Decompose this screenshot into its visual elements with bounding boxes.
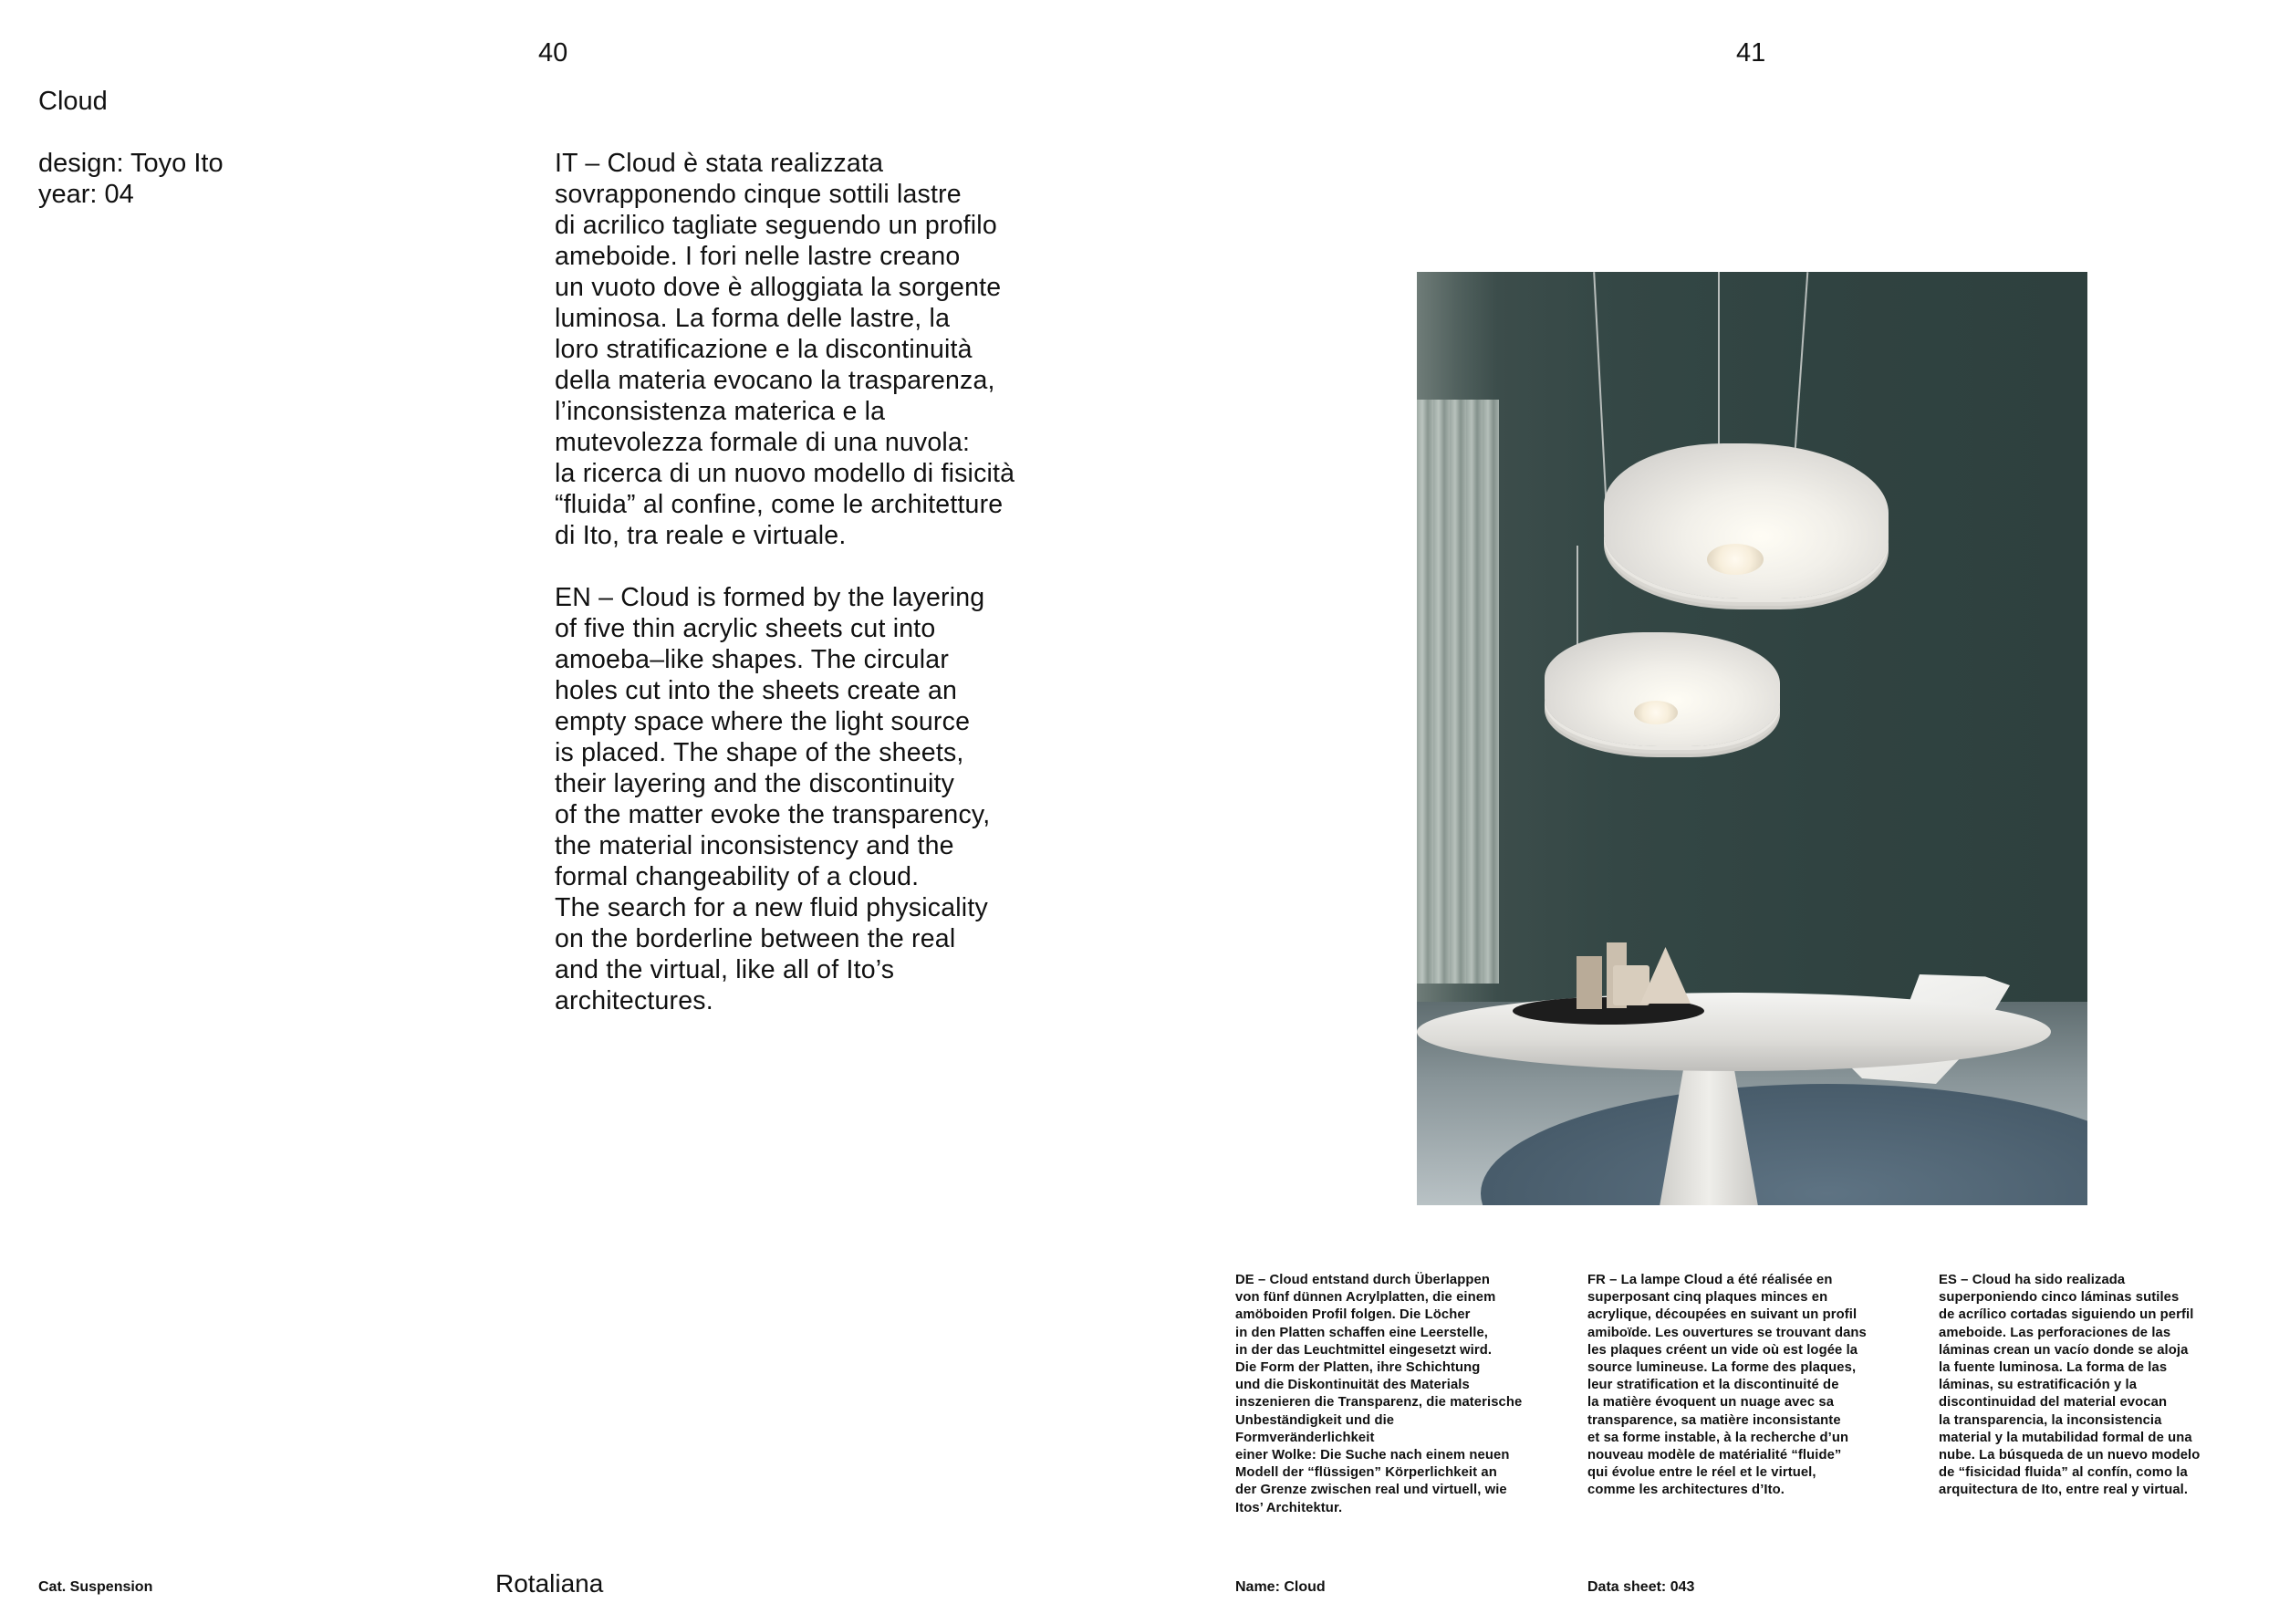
product-name-label: Name: Cloud (1235, 1579, 1326, 1595)
window-blinds (1417, 400, 1499, 984)
german-description: DE – Cloud entstand durch Überlappen von fünf dünnen Acrylplatten, die einem amöboiden Profil folgen. Die Löcher in den Platten schaffen eine Leerstelle, in der das Leuchtmittel eingesetzt wird. Die Form der Platten, ihre Schichtung und die Diskontinuität des Materials inszenieren die Transparenz, die materische Unbeständigkeit und die Formveränderlichkeit einer Wolke: Die Suche nach einem neuen Modell der “flüssigen” Körperlichkeit an der Grenze zwischen real und virtuell, wie Itos’ Architektur. (1235, 1273, 1523, 1515)
category-label: Cat. Suspension (38, 1579, 153, 1595)
spanish-description: ES – Cloud ha sido realizada superponiendo cinco láminas sutiles de acrílico cortadas siguiendo un perfil ameboide. Las perforaciones de las láminas crean un vacío donde se aloja la fuente luminosa. La forma de las láminas, su estratificación y la discontinuidad del material evocan la transparencia, la inconsistencia material y la mutabilidad formal de una nube. La búsqueda de un nuevo modelo de “fisicidad fluida” al confín, como la arquitectura de Ito, entre real y virtual. (1939, 1273, 2201, 1498)
suspension-wire (1794, 272, 1809, 463)
design-credit: design: Toyo Ito (38, 149, 224, 178)
year-label: year: 04 (38, 180, 134, 209)
cloud-lamp-upper (1604, 443, 1889, 599)
lamp-bulb (1707, 544, 1764, 575)
data-sheet-label: Data sheet: 043 (1587, 1579, 1695, 1595)
lamp-bulb (1634, 701, 1678, 724)
french-description: FR – La lampe Cloud a été réalisée en superposant cinq plaques minces en acrylique, découpées en suivant un profil amiboïde. Les ouvertures se trouvant dans les plaques créent un vide où est logée la source lumineuse. La forme des plaques, leur stratification et la discontinuité de la matière évoquent un nuage avec sa transparence, sa matière inconsistante et sa forme instable, à la recherche d’un nouveau modèle de matérialité “fluide” qui évolue entre le réel et le virtuel, comme les architectures d’Ito. (1587, 1273, 1867, 1498)
cloud-lamp-lower (1545, 632, 1780, 746)
product-title: Cloud (38, 87, 108, 116)
pendant-lamp-photo (1417, 272, 2087, 1205)
decor-object (1577, 956, 1602, 1009)
italian-description: IT – Cloud è stata realizzata sovrapponendo cinque sottili lastre di acrilico tagliate seguendo un profilo ameboide. I fori nelle lastre creano un vuoto dove è alloggiata la sorgente luminosa. La forma delle lastre, la loro stratificazione e la discontinuità della materia evocano la trasparenza, l’inconsistenza materica e la mutevolezza formale di una nuvola: la ricerca di un nuovo modello di fisicità “fluida” al confine, come le architetture di Ito, tra reale e virtuale. (555, 149, 1015, 550)
suspension-wire (1593, 272, 1608, 509)
page-number-right: 41 (1736, 38, 1766, 68)
page-number-left: 40 (538, 38, 568, 68)
english-description: EN – Cloud is formed by the layering of five thin acrylic sheets cut into amoeba–like shapes. The circular holes cut into the sheets create an empty space where the light source is placed. The shape of the sheets, their layering and the discontinuity of the matter evoke the transparency, the material inconsistency and the formal changeability of a cloud. The search for a new fluid physicality on the borderline between the real and the virtual, like all of Ito’s architectures. (555, 583, 991, 1015)
brand-name: Rotaliana (495, 1569, 604, 1598)
table-top (1417, 993, 2051, 1071)
